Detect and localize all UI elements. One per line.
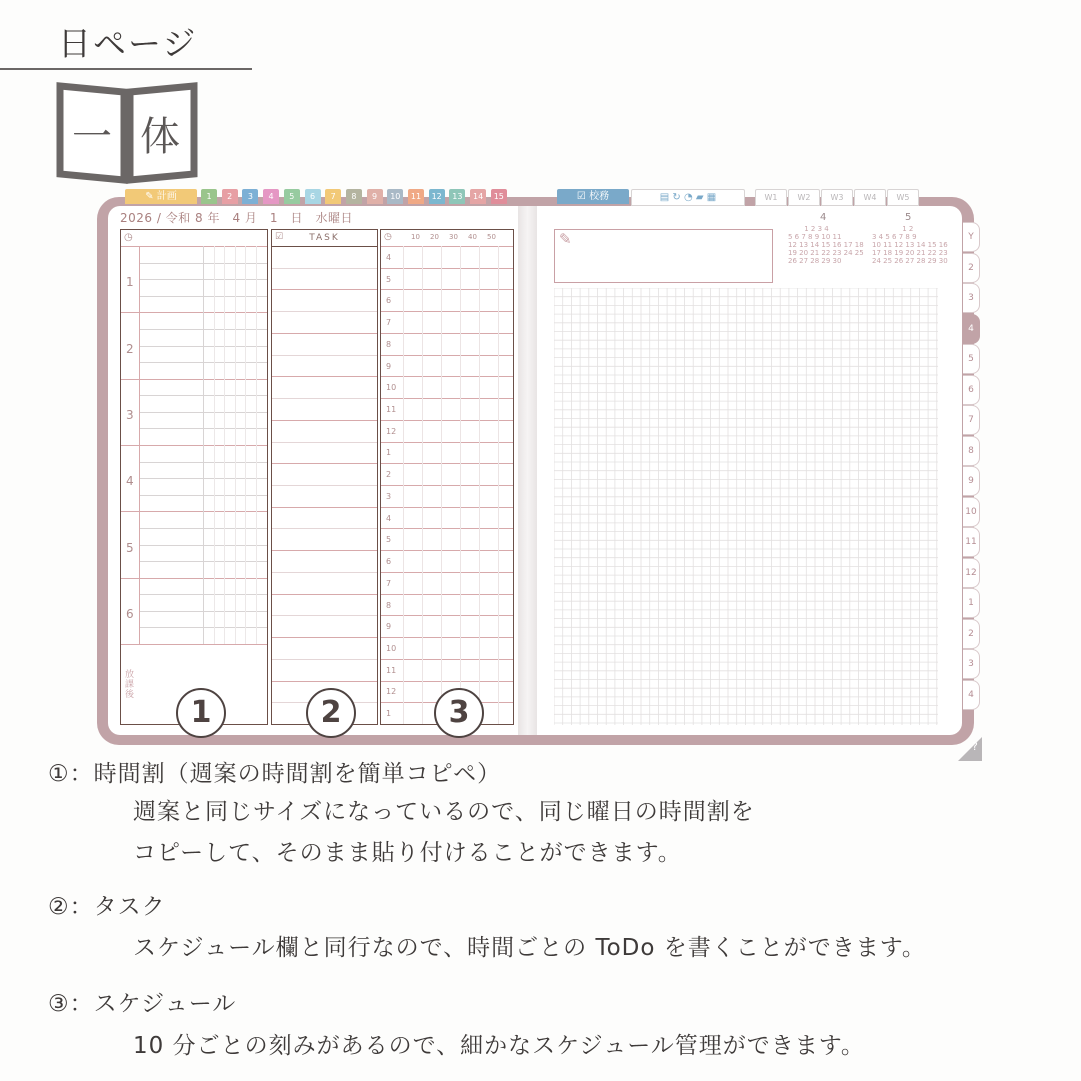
- tab-number-11[interactable]: 11: [408, 189, 424, 204]
- side-tab-9[interactable]: 9: [963, 466, 980, 496]
- mini-cal-row: 1 2: [872, 225, 914, 233]
- tab-school[interactable]: [557, 189, 629, 204]
- hour-line: [381, 376, 513, 377]
- checkmark-icon: ☑: [576, 191, 586, 202]
- mini-cal-row: 19 20 21 22 23 24 25: [788, 249, 864, 257]
- tab-number-4[interactable]: 4: [263, 189, 279, 204]
- tab-plan[interactable]: [125, 189, 197, 204]
- task-row-line: [272, 420, 377, 421]
- hour-label: 9: [386, 622, 392, 632]
- mini-cal-row: 5 6 7 8 9 10 11: [788, 233, 842, 241]
- book-icon-left-char: 一: [72, 114, 112, 160]
- hour-label: 5: [386, 535, 392, 545]
- minute-grid-line: [460, 246, 461, 724]
- minute-grid-line: [441, 246, 442, 724]
- schedule-header: [381, 230, 513, 247]
- task-row-line: [272, 659, 377, 660]
- hour-line: [381, 659, 513, 660]
- hour-label: 2: [386, 470, 392, 480]
- side-tab-12[interactable]: 12: [963, 558, 980, 588]
- hour-label: 5: [386, 274, 392, 284]
- pencil-icon: ✎: [559, 230, 572, 248]
- minute-grid-line: [498, 246, 499, 724]
- tab-number-10[interactable]: 10: [387, 189, 403, 204]
- clock-icon: ◷: [124, 232, 133, 243]
- side-tab-6[interactable]: 6: [963, 375, 980, 405]
- hour-label: 1: [386, 709, 392, 719]
- tab-number-2[interactable]: 2: [222, 189, 238, 204]
- task-row-line: [272, 398, 377, 399]
- schedule-column: [380, 229, 514, 725]
- task-column: [271, 229, 378, 725]
- tab-week-3[interactable]: W3: [821, 189, 853, 206]
- refresh-icon[interactable]: ↻: [672, 192, 681, 203]
- side-tab-3[interactable]: 3: [963, 283, 980, 313]
- tab-week-1[interactable]: W1: [755, 189, 787, 206]
- desc-2-heading: ②：タスク: [48, 894, 166, 920]
- task-row-line: [272, 594, 377, 595]
- note-grid[interactable]: [554, 288, 938, 725]
- hour-line: [381, 268, 513, 269]
- hour-line: [381, 637, 513, 638]
- task-header-label: TASK: [309, 233, 340, 243]
- timetable-divider: [203, 246, 204, 644]
- mini-cal-row: 3 4 5 6 7 8 9: [872, 233, 917, 241]
- desc-1-line-1: 週案と同じサイズになっているので、同じ曜日の時間割を: [133, 799, 755, 825]
- task-row-line: [272, 615, 377, 616]
- hour-line: [381, 507, 513, 508]
- tab-number-5[interactable]: 5: [284, 189, 300, 204]
- chat-icon[interactable]: ◔: [683, 192, 693, 203]
- period-label: 1: [126, 275, 134, 290]
- tab-number-6[interactable]: 6: [305, 189, 321, 204]
- mini-cal-row: 10 11 12 13 14 15 16: [872, 241, 948, 249]
- tab-school-label: 校務: [589, 191, 610, 202]
- hour-label: 4: [386, 252, 392, 262]
- tab-plan-label: 計画: [156, 191, 177, 202]
- task-row-line: [272, 463, 377, 464]
- hour-label: 8: [386, 600, 392, 610]
- task-row-line: [272, 442, 377, 443]
- period-label: 6: [126, 606, 134, 621]
- period-label: 5: [126, 540, 134, 555]
- minute-grid-line: [422, 246, 423, 724]
- hour-label: 7: [386, 578, 392, 588]
- mini-calendar-may: [872, 225, 948, 265]
- memo-grid-line: [224, 246, 225, 644]
- task-row-line: [272, 637, 377, 638]
- task-row-line: [272, 485, 377, 486]
- timetable-header: [121, 230, 267, 247]
- clipboard-icon[interactable]: ▦: [706, 192, 717, 203]
- tab-number-15[interactable]: 15: [491, 189, 507, 204]
- minute-label: 30: [449, 233, 458, 241]
- task-row-line: [272, 268, 377, 269]
- task-row-line: [272, 681, 377, 682]
- mini-cal-row: 1 2 3 4: [788, 225, 829, 233]
- task-row-line: [272, 355, 377, 356]
- callout-3: 3: [434, 688, 484, 738]
- minute-grid-line: [479, 246, 480, 724]
- hour-label: 3: [386, 491, 392, 501]
- document-icon[interactable]: ▤: [659, 192, 670, 203]
- page-title: 日ページ: [58, 24, 198, 63]
- afterschool-divider: [121, 644, 267, 645]
- hour-line: [381, 528, 513, 529]
- hour-line: [381, 550, 513, 551]
- minute-label: 20: [430, 233, 439, 241]
- desc-1-heading: ①：時間割（週案の時間割を簡単コピペ）: [48, 761, 502, 787]
- task-row-line: [272, 289, 377, 290]
- clock-icon: ◷: [384, 232, 392, 242]
- help-corner[interactable]: [958, 737, 982, 761]
- plan-icon: ✎: [145, 191, 154, 202]
- hour-label: 4: [386, 513, 392, 523]
- side-tab-10[interactable]: 10: [963, 497, 980, 527]
- hour-line: [381, 398, 513, 399]
- hour-line: [381, 463, 513, 464]
- hour-label: 6: [386, 296, 392, 306]
- side-tab-1[interactable]: Y: [963, 222, 980, 252]
- hour-label: 11: [386, 665, 397, 675]
- book-icon-right-char: 体: [140, 114, 180, 160]
- hour-line: [381, 420, 513, 421]
- afterschool-label: 放課後: [125, 670, 135, 700]
- hour-label: 7: [386, 318, 392, 328]
- side-tab-15[interactable]: 3: [963, 649, 980, 679]
- mini-cal-month-b: 5: [905, 212, 912, 223]
- tab-number-13[interactable]: 13: [449, 189, 465, 204]
- side-tab-7[interactable]: 7: [963, 405, 980, 435]
- task-row-line: [272, 528, 377, 529]
- memo-grid-line: [256, 246, 257, 644]
- mini-calendar-april: [788, 225, 864, 265]
- hour-label: 12: [386, 687, 397, 697]
- tab-week-5[interactable]: W5: [887, 189, 919, 206]
- minute-label: 40: [468, 233, 477, 241]
- hour-line: [381, 246, 513, 247]
- task-row-line: [272, 550, 377, 551]
- tab-number-8[interactable]: 8: [346, 189, 362, 204]
- folder-icon[interactable]: ▰: [695, 192, 704, 203]
- hour-label: 6: [386, 557, 392, 567]
- period-label: 3: [126, 407, 134, 422]
- hour-line: [381, 311, 513, 312]
- minute-label: 50: [487, 233, 496, 241]
- desc-3-line-1: 10 分ごとの刻みがあるので、細かなスケジュール管理ができます。: [133, 1033, 865, 1059]
- task-row-line: [272, 376, 377, 377]
- desc-2-line-1: スケジュール欄と同行なので、時間ごとの ToDo を書くことができます。: [133, 935, 926, 961]
- hour-line: [381, 485, 513, 486]
- help-icon[interactable]: ?: [972, 740, 978, 753]
- hour-line: [381, 681, 513, 682]
- desc-1-line-2: コピーして、そのまま貼り付けることができます。: [133, 840, 682, 866]
- side-tab-14[interactable]: 2: [963, 619, 980, 649]
- tab-number-9[interactable]: 9: [367, 189, 383, 204]
- tab-number-1[interactable]: 1: [201, 189, 217, 204]
- hour-label: 9: [386, 361, 392, 371]
- side-tab-4[interactable]: 4: [963, 314, 980, 344]
- tab-number-7[interactable]: 7: [325, 189, 341, 204]
- title-divider: [0, 68, 252, 70]
- date-line: 2026 / 令和 8 年 4 月 1 日 水曜日: [120, 211, 354, 225]
- side-tab-8[interactable]: 8: [963, 436, 980, 466]
- hour-line: [381, 594, 513, 595]
- book-icon: [56, 80, 198, 184]
- side-tab-16[interactable]: 4: [963, 680, 980, 710]
- task-row-line: [272, 572, 377, 573]
- mini-cal-row: 26 27 28 29 30: [788, 257, 842, 265]
- period-label: 4: [126, 474, 134, 489]
- minute-grid-line: [403, 246, 404, 724]
- hour-label: 8: [386, 339, 392, 349]
- notebook-spine: [518, 206, 537, 735]
- memo-box[interactable]: [554, 229, 773, 283]
- task-row-line: [272, 507, 377, 508]
- memo-grid-line: [235, 246, 236, 644]
- hour-line: [381, 289, 513, 290]
- memo-grid-line: [245, 246, 246, 644]
- period-label: 2: [126, 341, 134, 356]
- tool-icons: [631, 189, 745, 206]
- hour-label: 10: [386, 383, 397, 393]
- side-tab-13[interactable]: 1: [963, 588, 980, 618]
- task-row-line: [272, 333, 377, 334]
- desc-3-heading: ③：スケジュール: [48, 991, 237, 1017]
- task-row-line: [272, 311, 377, 312]
- check-icon: ☑: [275, 232, 284, 242]
- hour-label: 10: [386, 643, 397, 653]
- tab-number-12[interactable]: 12: [429, 189, 445, 204]
- tab-number-14[interactable]: 14: [470, 189, 486, 204]
- hour-line: [381, 333, 513, 334]
- hour-label: 1: [386, 448, 392, 458]
- tab-week-2[interactable]: W2: [788, 189, 820, 206]
- side-tab-11[interactable]: 11: [963, 527, 980, 557]
- tab-week-4[interactable]: W4: [854, 189, 886, 206]
- mini-cal-row: 17 18 19 20 21 22 23: [872, 249, 948, 257]
- mini-cal-row: 12 13 14 15 16 17 18: [788, 241, 864, 249]
- side-tab-2[interactable]: 2: [963, 253, 980, 283]
- side-tab-5[interactable]: 5: [963, 344, 980, 374]
- hour-label: 12: [386, 426, 397, 436]
- hour-line: [381, 572, 513, 573]
- hour-label: 11: [386, 404, 397, 414]
- minute-label: 10: [411, 233, 420, 241]
- hour-line: [381, 615, 513, 616]
- memo-grid-line: [214, 246, 215, 644]
- timetable-column: [120, 229, 268, 725]
- hour-line: [381, 355, 513, 356]
- mini-cal-row: 24 25 26 27 28 29 30: [872, 257, 948, 265]
- period-number-divider: [139, 246, 140, 644]
- mini-cal-month-a: 4: [820, 212, 827, 223]
- hour-line: [381, 442, 513, 443]
- tab-number-3[interactable]: 3: [242, 189, 258, 204]
- callout-2: 2: [306, 688, 356, 738]
- task-header: [272, 230, 377, 247]
- callout-1: 1: [176, 688, 226, 738]
